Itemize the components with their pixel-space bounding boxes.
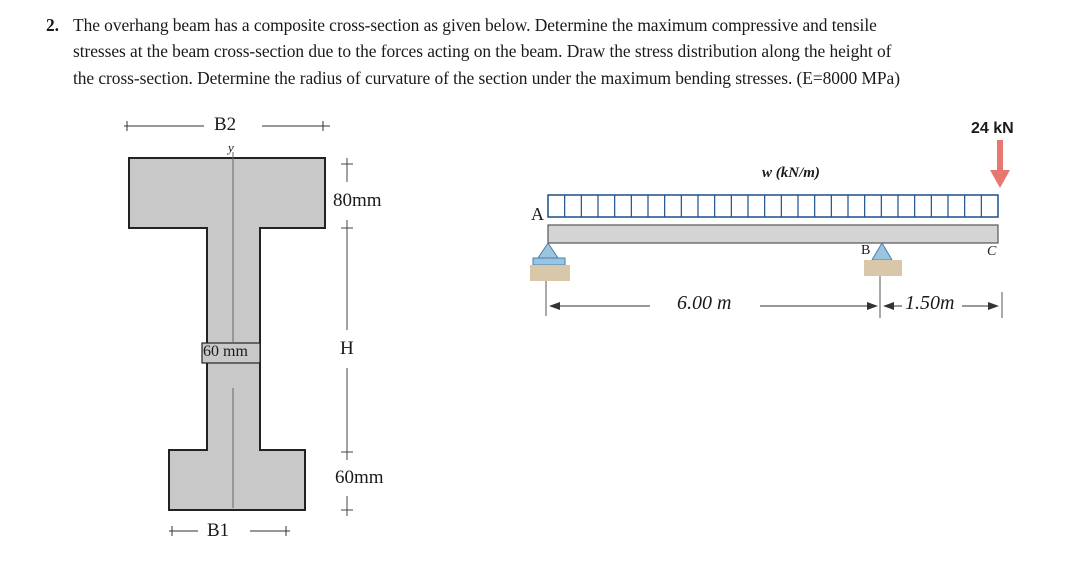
point-c-label: C: [987, 244, 997, 259]
support-a-rollers: [533, 258, 565, 265]
problem-line-1: The overhang beam has a composite cross-section as given below. Determine the maximum compressive and tensile: [73, 15, 877, 35]
b1-label: B1: [207, 520, 230, 541]
point-b-label: B: [861, 243, 871, 258]
point-load-label: 24 kN: [971, 120, 1014, 137]
distributed-load-frame: [548, 195, 998, 217]
i-section-shape: [129, 158, 325, 510]
span-bc-arrow-right: [988, 302, 999, 310]
distributed-load-label: w (kN/m): [762, 165, 820, 181]
point-a-label: A: [531, 204, 544, 224]
height-label: H: [340, 338, 354, 359]
support-b-ground: [864, 260, 902, 276]
cross-section: [124, 121, 353, 536]
load-arrow-shaft: [997, 140, 1003, 172]
problem-line-2: stresses at the beam cross-section due to the forces acting on the beam. Draw the stress distribution along the height of: [73, 41, 892, 61]
support-b-pin: [872, 243, 892, 260]
span-ab-arrow-left: [549, 302, 560, 310]
span-ab-label: 6.00 m: [677, 292, 732, 314]
support-a-ground: [530, 265, 570, 281]
b2-label: B2: [214, 114, 237, 135]
span-ab-arrow-right: [867, 302, 878, 310]
span-bc-label: 1.50m: [905, 292, 955, 314]
y-axis-label: y: [228, 140, 234, 155]
flange-top-label: 80mm: [333, 190, 382, 211]
problem-line-3: the cross-section. Determine the radius of curvature of the section under the maximum bending stresses. (E=8000 MPa): [73, 68, 900, 88]
support-a-pin: [538, 243, 558, 258]
span-bc-arrow-left: [883, 302, 894, 310]
load-arrow-head: [990, 170, 1010, 188]
flange-bottom-label: 60mm: [335, 467, 384, 488]
web-width-label: 60 mm: [203, 343, 248, 360]
beam-body: [548, 225, 998, 243]
problem-number: 2.: [46, 15, 59, 35]
